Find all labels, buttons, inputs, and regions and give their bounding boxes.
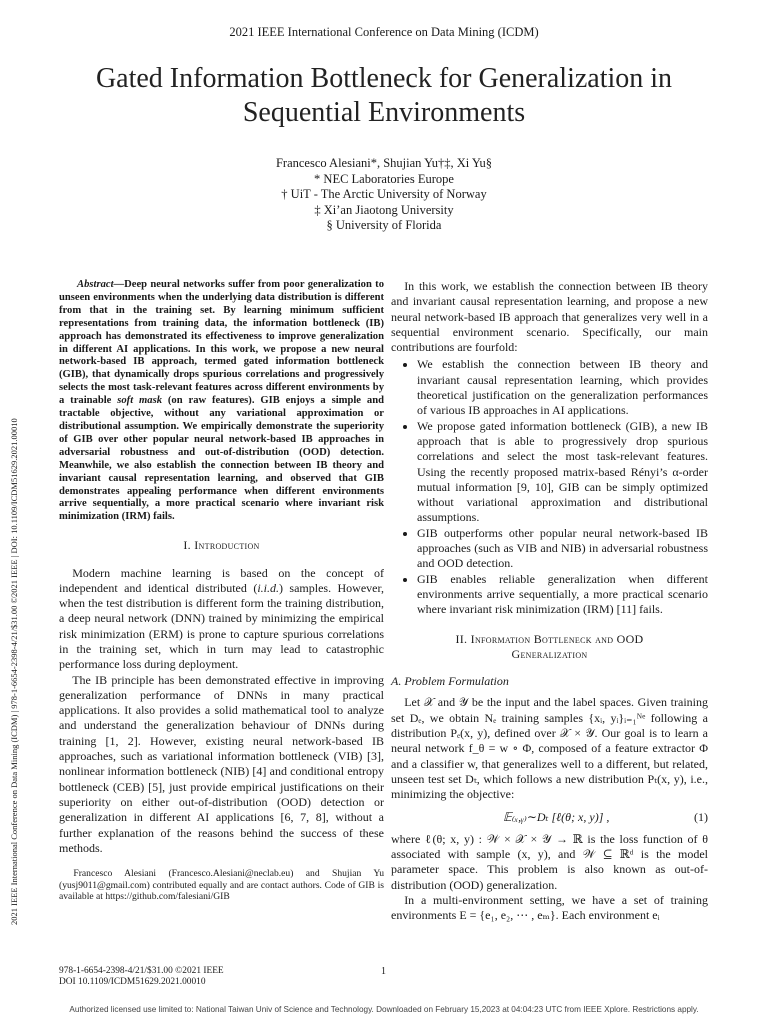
affiliation: § University of Florida bbox=[326, 218, 442, 232]
intro-paragraph-2: The IB principle has been demonstrated effective in improving generalization performance of DNNs in many practical applications. It also provides a solid mathematical tool to analyze and understand the generalization behaviour of DNNs during training [1, 2]. However, existing neural network-based IB approaches, such as variational information bottleneck (VIB) [3], nonlinear information bottleneck (NIB) [4] and conditional entropy bottleneck (CEB) [5], just provide empirical justifications on their superiority on either out-of-distribution (OOD) detection or generalization in different AI applications [6, 7, 8], without a further explanation of the reasons behind the success of these methods. bbox=[59, 672, 384, 855]
abstract-text-1: —Deep neural networks suffer from poor generalization to unseen environments when the underlying data distribution is different from that in the training set. By learning minimum sufficient representations from training data, the information bottleneck (IB) approach has demonstrated its effectiveness to improve generalization in different AI applications. In this work, we propose a new neural network-based IB approach, termed gated information bottleneck (GIB), that dynamically drops spurious correlations and progressively selects the most task-relevant features across different environments by a trainable bbox=[59, 279, 384, 407]
footnote: Francesco Alesiani (Francesco.Alesiani@neclab.eu) and Shujian Yu (yusj9011@gmail.com) contributed equally and are contact authors. Code of GIB is available at https://github.com/falesiani/GIB bbox=[59, 868, 384, 903]
contribution-item: • We establish the connection between IB theory and invariant causal representation learning, which provides theoretical justification on the generalization performances of various IB approaches in AI applications. bbox=[417, 357, 708, 418]
equation-1 bbox=[391, 810, 708, 825]
contribution-item: • GIB outperforms other popular neural network-based IB approaches (such as VIB and NIB) in adversarial robustness and OOD detection. bbox=[417, 526, 708, 572]
intro-p1b: ) samples. However, when the test distribution is different form the training distribution, a deep neural network (DNN) trained by minimizing the empirical risk minimization (ERM) is prone to capture spurious correlations in the training set, which in turn may lead to catastrophic performance loss during deployment. bbox=[59, 580, 384, 672]
problem-paragraph-3: In a multi-environment setting, we have a set of training environments E = {e₁, e₂, ⋯ , eₘ}. Each environment eᵢ bbox=[391, 892, 708, 923]
affiliation: ‡ Xi’an Jiaotong University bbox=[314, 202, 454, 217]
side-doi-banner: 2021 IEEE International Conference on Data Mining (ICDM) | 978-1-6654-2398-4/21/$31.00 ©2021 IEEE | DOI: 10.1109/ICDM51629.2021.00010 bbox=[9, 418, 19, 925]
left-column bbox=[59, 279, 384, 903]
equation-body: 𝔼₍ₓ,ᵧ₎∼Dₜ [ℓ(θ; x, y)] , bbox=[503, 809, 610, 824]
subsection-problem-formulation: A. Problem Formulation bbox=[391, 674, 509, 689]
section2-heading-line-2: Generalization bbox=[511, 646, 588, 661]
title-line-1: Gated Information Bottleneck for Generalization in bbox=[95, 63, 673, 94]
problem-paragraph-2: where ℓ(θ; x, y) : 𝒲 × 𝒳 × 𝒴 → ℝ is the loss function of θ associated with sample (x, y), and 𝒲 ⊆ ℝᵈ is the model parameter space. This problem is also known as out-of-distribution (OOD) generalization. bbox=[391, 831, 708, 892]
footer-doi: DOI 10.1109/ICDM51629.2021.00010 bbox=[59, 977, 206, 987]
contributions-intro: In this work, we establish the connection between IB theory and invariant causal representation learning, and propose a new neural network-based IB approach that generalizes very well in a sequential environment scenario. Specifically, our main contributions are fourfold: bbox=[391, 279, 708, 355]
author-block bbox=[0, 156, 768, 234]
section-heading-introduction: I. Introduction bbox=[183, 538, 260, 553]
intro-paragraph-1 bbox=[59, 566, 384, 673]
page-number: 1 bbox=[381, 966, 386, 977]
intro-iid: i.i.d. bbox=[257, 580, 279, 595]
contribution-item: • GIB enables reliable generalization when different environments arrive sequentially, a more practical scenario where invariant risk minimization (IRM) [11] fails. bbox=[417, 572, 708, 618]
abstract-label: Abstract bbox=[77, 279, 114, 290]
problem-paragraph-1: Let 𝒳 and 𝒴 be the input and the label spaces. Given training set Dₑ, we obtain Nₑ training samples {xᵢ, yᵢ}ᵢ₌₁ᴺᵉ following a distribution Pₑ(x, y), defined over 𝒳 × 𝒴. Our goal is to learn a neural network f_θ = w ∘ Φ, composed of a feature extractor Φ and a classifier w, that generalizes well to a different, but related, unseen test set Dₜ, which follows a new distribution Pₜ(x, y), i.e., minimizing the objective: bbox=[391, 695, 708, 802]
abstract-soft-mask: soft mask bbox=[117, 395, 162, 407]
contributions-list bbox=[391, 357, 708, 617]
contribution-item: • We propose gated information bottleneck (GIB), a new IB approach that is able to progressively drop spurious correlations and select the most task-relevant features. Using the recently proposed matrix-based Rényi’s α-order mutual information [9, 10], GIB can be simply optimized without variational approximation and distributional assumptions. bbox=[417, 419, 708, 526]
footer-copyright bbox=[59, 966, 224, 988]
title-line-2: Sequential Environments bbox=[242, 97, 526, 128]
section2-heading-line-1: II. Information Bottleneck and OOD bbox=[455, 631, 644, 646]
equation-number: (1) bbox=[694, 809, 708, 824]
right-column bbox=[391, 279, 708, 924]
intro-p1a: Modern machine learning is based on the concept of independent and identical distributed ( bbox=[59, 565, 384, 595]
section-heading-ib-ood bbox=[391, 632, 708, 663]
footer-isbn: 978-1-6654-2398-4/21/$31.00 ©2021 IEEE bbox=[59, 966, 224, 976]
abstract-text-2: (on raw features). GIB enjoys a simple and tractable objective, without any variational approximation or distributional assumption. We empirically demonstrate the superiority of GIB over other popular neural network-based IB approaches in adversarial robustness and out-of-distribution (OOD) detection. Meanwhile, we also establish the connection between IB theory and invariant causal representation learning, and observed that GIB demonstrates appealing performance when different environments arrive sequentially, a more practical scenario where invariant risk minimization (IRM) fails. bbox=[59, 395, 384, 523]
abstract bbox=[59, 279, 384, 524]
affiliation: * NEC Laboratories Europe bbox=[314, 171, 454, 186]
conference-header: 2021 IEEE International Conference on Data Mining (ICDM) bbox=[229, 25, 539, 39]
affiliation: † UiT - The Arctic University of Norway bbox=[281, 187, 487, 201]
author-names: Francesco Alesiani*, Shujian Yu†‡, Xi Yu§ bbox=[275, 156, 493, 170]
paper-title bbox=[30, 62, 738, 130]
license-notice: Authorized licensed use limited to: National Taiwan Univ of Science and Technology. Downloaded on February 15,2023 at 04:04:23 UTC from IEEE Xplore. Restrictions apply. bbox=[69, 1005, 699, 1014]
